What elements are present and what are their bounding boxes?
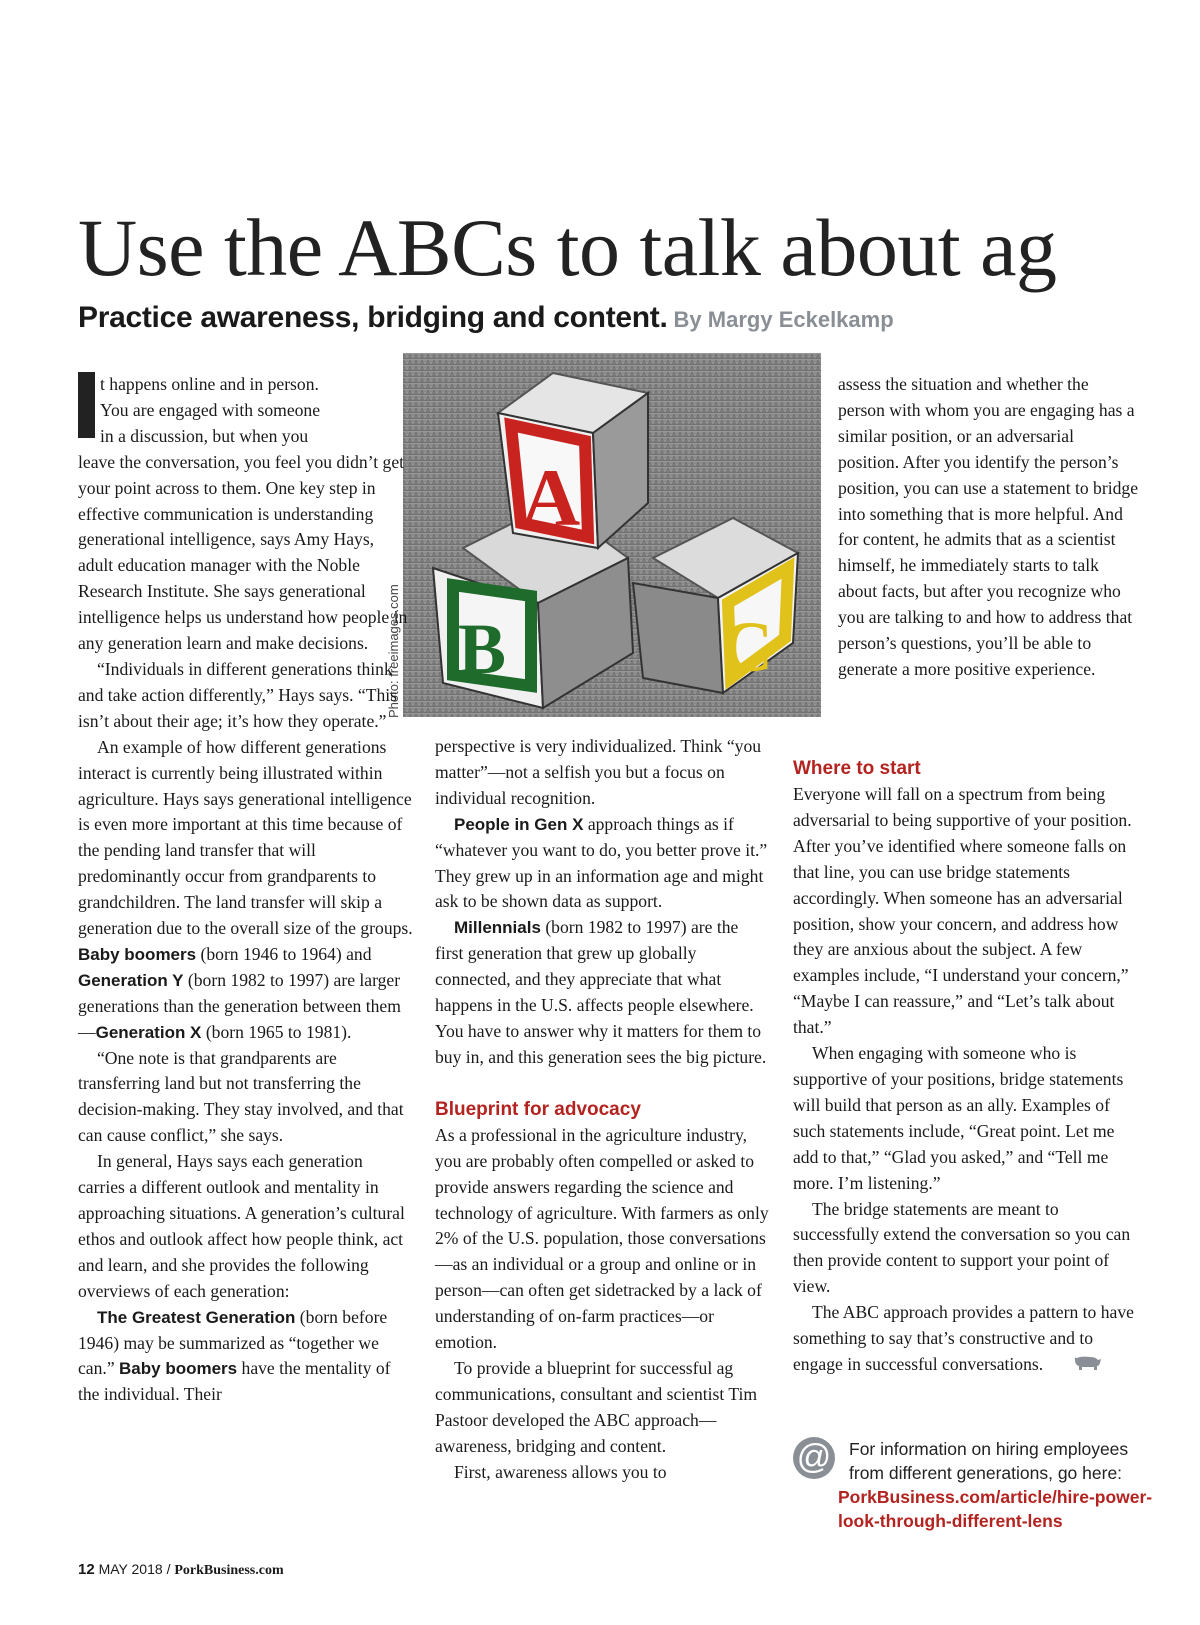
col3-paragraph-2: Everyone will fall on a spectrum from being adversarial to being supportive of your position. After you’ve identified where someone falls on that line, you can use bridge statements accordingly. When someone has an adversarial position, show your concern, and address how they are anxious about the subject. A few examples include, “I understand your concern,” “Maybe I can reassure,” and “Let’s talk about that.” <box>793 784 1132 1038</box>
footer-site: PorkBusiness.com <box>174 1563 284 1578</box>
subhead-blueprint: Blueprint for advocacy <box>435 1098 641 1120</box>
p3-text: (born 1982 to 1997) are the first generation that grew up globally connected, and they appreciate that what happens in the U.S. affects people elsewhere. You have to answer why it matters for them to buy in, and this generation sees the big picture. <box>435 917 767 1067</box>
col2-paragraph-4: As a professional in the agriculture industry, you are probably often compelled or asked to provide answers regarding the science and technology of agriculture. With farmers as only 2% of the U.S. population, those conversations—as an individual or a group and online or in person—can often get sidetracked by a lack of understanding of on-farm practices—or emotion. <box>435 1124 769 1353</box>
p2-text: approach things as if “whatever you want to do, you better prove it.” They grew up in an information age and might ask to be shown data as support. <box>435 813 768 912</box>
col3-paragraph-1: assess the situation and whether the person with whom you are engaging has a similar position, or an adversarial position. After you identify the person’s position, you can use a statement to bridge into something that is more helpful. And for content, he admits that as a scientist himself, he immediately starts to talk about facts, but after you recognize who you are talking to and how to address that person’s questions, you’ll be able to generate a more positive experience. <box>838 374 1139 679</box>
article-headline: Use the ABCs to talk about ag <box>78 202 1057 293</box>
block-letter-a: A <box>521 452 581 543</box>
p6-text-d: have the mentality of the individual. Their <box>78 1358 391 1405</box>
col1-paragraph-2: “Individuals in different generations think and take action differently,” Hays says. “This isn’t about their age; it’s how they operate.” <box>78 658 398 731</box>
term-baby-boomers-2: Baby boomers <box>119 1359 238 1379</box>
block-letter-c: C <box>721 607 773 687</box>
p3-text-b: (born 1946 to 1964) and <box>200 943 372 964</box>
pig-end-icon <box>1053 1353 1102 1379</box>
block-letter-b: B <box>458 609 507 689</box>
footer-separator: / <box>166 1561 171 1577</box>
deck-text: Practice awareness, bridging and content. <box>78 301 668 334</box>
p3-text-a: An example of how different generations interact is currently being illustrated within agriculture. Hays says generational intelligence is even more important at this time because of the pending land transfer that will predominantly occur from grandparents to grandchildren. The land transfer will skip a generation due to the overall size of the groups. <box>78 736 413 939</box>
subhead-where-to-start: Where to start <box>793 758 921 779</box>
article-deck <box>78 301 894 335</box>
column-3-top <box>838 372 1138 683</box>
col1-paragraph-3 <box>78 735 413 1046</box>
issue-date: MAY 2018 <box>98 1561 163 1577</box>
lead-rest: leave the conversation, you feel you didn’t get your point across to them. One key step in effective communication is understanding generational intelligence, says Amy Hays, adult education manager with the Noble Research Institute. She says generational intelligence helps us understand how people in any generation learn and make decisions. <box>78 451 408 654</box>
col1-paragraph-4: “One note is that grandparents are transferring land but not transferring the decision-making. They stay involved, and that can cause conflict,” she says. <box>78 1047 404 1146</box>
lead-line-1: t happens online and in person. <box>100 374 319 394</box>
info-box <box>793 1437 1153 1533</box>
photo-credit: Photo: freeimages.com <box>386 584 401 718</box>
info-text: For information on hiring employees from different generations, go here: <box>849 1439 1129 1483</box>
col2-paragraph-6: First, awareness allows you to <box>454 1461 667 1482</box>
p3-text-c: (born 1982 to 1997) are larger generations than the generation between them— <box>78 969 401 1042</box>
col2-paragraph-5: To provide a blueprint for successful ag communications, consultant and scientist Tim Pastoor developed the ABC approach—awareness, bridging and content. <box>435 1357 758 1456</box>
at-sign-icon: @ <box>793 1437 835 1479</box>
page-footer <box>78 1561 284 1579</box>
term-greatest-generation: The Greatest Generation <box>97 1307 296 1327</box>
col2-paragraph-2 <box>435 812 770 916</box>
col1-paragraph-5: In general, Hays says each generation carries a different outlook and mentality in approaching situations. A generation’s cultural ethos and outlook affect how people think, act and learn, and she provides the following overviews of each generation: <box>78 1151 405 1301</box>
info-text-wrap <box>793 1437 1153 1485</box>
abc-blocks-photo <box>403 353 821 717</box>
column-2 <box>435 734 770 1485</box>
p5-text: The ABC approach provides a pattern to have something to say that’s constructive and to engage in successful conversations. <box>793 1302 1134 1374</box>
col1-paragraph-6 <box>78 1305 413 1409</box>
column-3 <box>793 756 1138 1379</box>
p6-text-b: (born before 1946) may be summarized as “together we can.” <box>78 1306 388 1379</box>
col2-paragraph-1: perspective is very individualized. Think “you matter”—not a selfish you but a focus on individual recognition. <box>435 736 762 808</box>
col3-paragraph-4: The bridge statements are meant to successfully extend the conversation so you can then provide content to support your point of view. <box>793 1198 1131 1297</box>
term-baby-boomers: Baby boomers <box>78 944 197 964</box>
info-link[interactable]: PorkBusiness.com/article/hire-power-look-through-different-lens <box>838 1487 1153 1531</box>
col3-paragraph-5 <box>793 1300 1138 1379</box>
term-generation-y: Generation Y <box>78 970 184 990</box>
col2-paragraph-3 <box>435 915 770 1070</box>
byline: By Margy Eckelkamp <box>673 307 894 332</box>
term-millennials: Millennials <box>454 918 541 938</box>
term-gen-x: People in Gen X <box>454 814 584 834</box>
col3-paragraph-3: When engaging with someone who is supportive of your positions, bridge statements will build that person as an ally. Examples of such statements include, “Great point. Let me add to that,” “Glad you asked,” and “Tell me more. I’m listening.” <box>793 1043 1124 1193</box>
lead-line-3: in a discussion, but when you <box>100 425 309 446</box>
lead-line-2: You are engaged with someone <box>100 399 321 420</box>
page-number: 12 <box>78 1561 95 1578</box>
column-1 <box>78 372 413 1408</box>
col1-paragraph-1 <box>78 372 413 657</box>
p3-text-d: (born 1965 to 1981). <box>205 1021 352 1042</box>
term-generation-x: Generation X <box>95 1022 202 1042</box>
